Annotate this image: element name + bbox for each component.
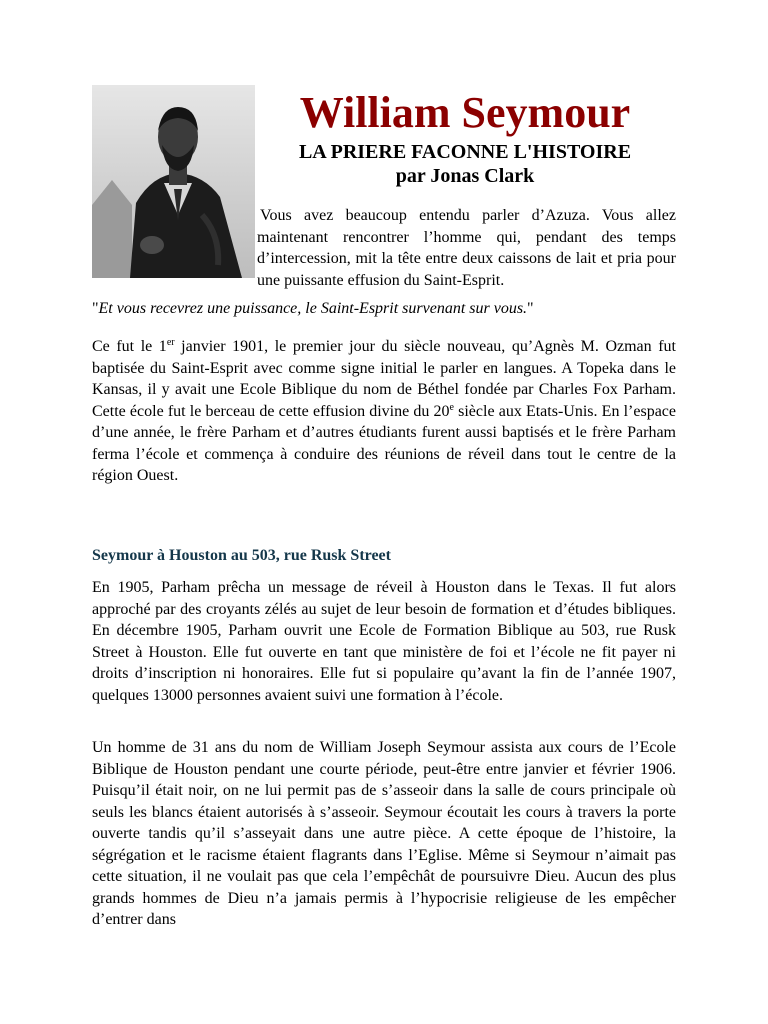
ordinal-superscript-1: er <box>166 337 175 348</box>
page-title: William Seymour <box>299 88 631 137</box>
intro-paragraph: Vous avez beaucoup entendu parler d’Azuza. Vous allez maintenant rencontrer l’homme qui, pendant des temps d’intercession, mit la tête entre deux caissons de lait et pria pour une puissante effusion du Saint-Esprit. <box>257 207 676 289</box>
ordinal-superscript-2: e <box>449 401 454 413</box>
scripture-quote <box>92 298 676 320</box>
quote-text: Et vous recevrez une puissance, le Saint-Esprit survenant sur vous. <box>98 300 528 317</box>
page-subtitle: LA PRIERE FACONNE L'HISTOIRE <box>298 141 632 163</box>
paragraph-1-part-3: siècle aux Etats-Unis. En l’espace d’une année, le frère Parham et d’autres étudiants furent aussi baptisés et le frère Parham ferma l’école et commença à conduire des réunions de réveil dans tout le centre de la région Ouest. <box>92 402 677 484</box>
section-heading: Seymour à Houston au 503, rue Rusk Street <box>92 547 391 564</box>
paragraph-3: Un homme de 31 ans du nom de William Joseph Seymour assista aux cours de l’Ecole Biblique de Houston pendant une courte période, peut-être entre janvier et février 1906. Puisqu’il était noir, on ne lui permit pas de s’asseoir dans la salle de cours principale où seuls les blancs étaient autorisés à s’asseoir. Seymour écoutait les cours à travers la porte ouverte tandis qu’il s’asseyait dans une autre pièce. A cette époque de l’histoire, la ségrégation et le racisme étaient flagrants dans l’Eglise. Même si Seymour n’aimait pas cette situation, il ne voulait pas que cela l’empêchât de poursuivre Dieu. Aucun des plus grands hommes de Dieu n’a jamais permis à l’hypocrisie religieuse de les empêcher d’entrer dans <box>92 739 676 928</box>
paragraph-1-part-2: janvier 1901, le premier jour du siècle nouveau, qu’Agnès M. Ozman fut baptisée du Saint-Esprit avec comme signe initial le parler en langues. A Topeka dans le Kansas, il y avait une Ecole Biblique du nom de Béthel fondée par Charles Fox Parham. Cette école fut le berceau de cette effusion divine du 20 <box>92 338 677 420</box>
quote-close-mark: " <box>527 300 534 317</box>
quote-open-mark: " <box>92 300 99 317</box>
author-byline: par Jonas Clark <box>395 165 535 187</box>
paragraph-2: En 1905, Parham prêcha un message de réveil à Houston dans le Texas. Il fut alors approché par des croyants zélés au sujet de leur besoin de formation et d’études bibliques. En décembre 1905, Parham ouvrit une Ecole de Formation Biblique au 503, rue Rusk Street à Houston. Elle fut ouverte en tant que ministère de foi et l’école ne fit payer ni droits d’inscription ni honoraires. Elle fut si populaire qu’avant la fin de l’année 1907, quelques 13000 personnes avaient suivi une formation à l’école. <box>92 579 676 704</box>
portrait-icon <box>92 85 255 278</box>
title-block <box>255 86 675 188</box>
portrait-photo <box>92 85 255 278</box>
paragraph-1-part-1: Ce fut le 1 <box>92 338 167 355</box>
paragraph-1 <box>92 336 676 487</box>
